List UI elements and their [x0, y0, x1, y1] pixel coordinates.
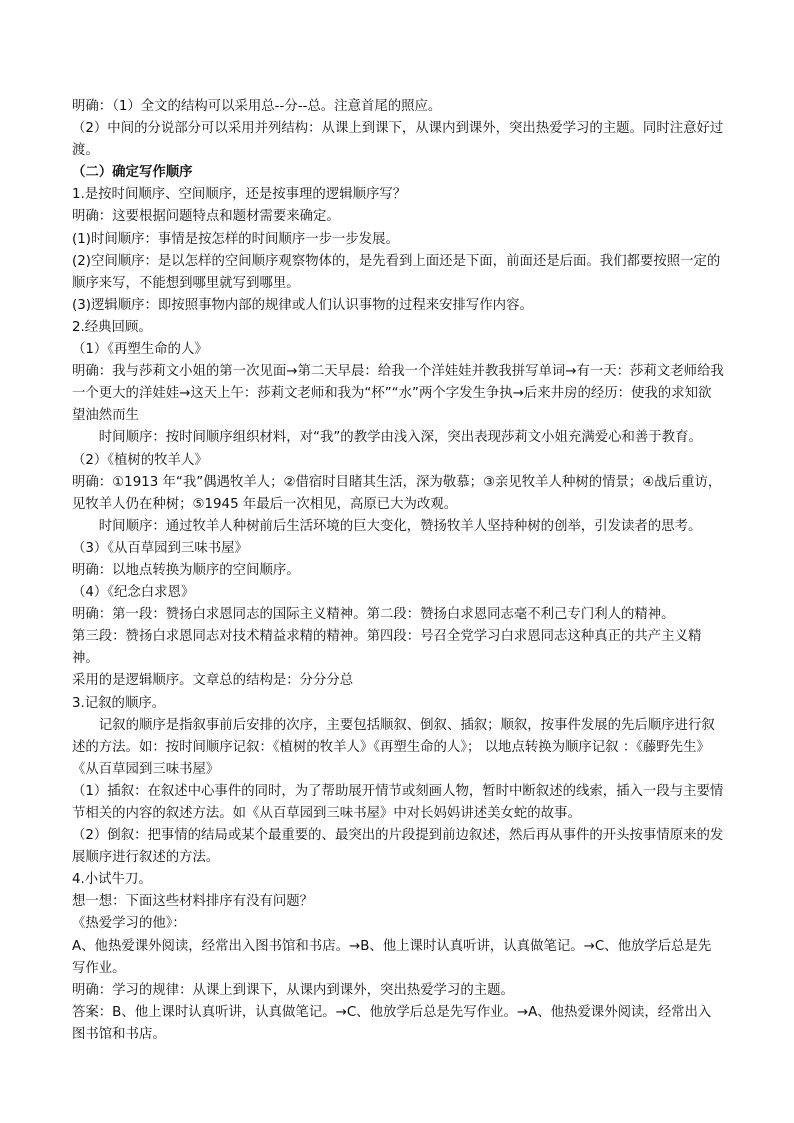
practice-answer: 答案：B、他上课时认真听讲，认真做笔记。→C、他放学后总是先写作业。→A、他热爱课外阅读，经常出入图书馆和书店。 — [72, 1004, 712, 1042]
narrative-order-definition: 记叙的顺序是指叙事前后安排的次序，主要包括顺叙、倒叙、插叙；顺叙，按事件发展的先后顺序进行叙述的方法。如：按时间顺序记叙：《植树的牧羊人》《再塑生命的人》； 以地点转换为顺序记叙 ：《藤野先生》《从百草园到三味书屋》 — [72, 717, 715, 777]
narrative-order-heading: 3.记叙的顺序。 — [72, 695, 166, 711]
practice-materials: A、他热爱课外阅读，经常出入图书馆和书店。→B、他上课时认真听讲，认真做笔记。→C、他放学后总是先写作业。 — [72, 938, 712, 976]
example-4-conclusion: 采用的是逻辑顺序。文章总的结构是：分分分总 — [72, 673, 354, 689]
space-order-definition: (2)空间顺序：是以怎样的空间顺序观察物体的，是先看到上面还是下面，前面还是后面。我们都要按照一定的顺序来写，不能想到哪里就写到哪里。 — [72, 253, 721, 291]
question-order-type: 1.是按时间顺序、空间顺序，还是按事理的逻辑顺序写？ — [72, 187, 407, 203]
clarify-order-depends: 明确：这要根据问题特点和题材需要来确定。 — [72, 209, 340, 225]
clarify-structure: 明确：（1）全文的结构可以采用总--分--总。注意首尾的照应。 — [72, 99, 442, 114]
middle-section-note: （2）中间的分说部分可以采用并列结构：从课上到课下，从课内到课外，突出热爱学习的主题。同时注意好过渡。 — [72, 121, 724, 159]
section-heading-writing-order: （二）确定写作顺序 — [72, 165, 193, 181]
example-title-4: （4）《纪念白求恩》 — [72, 585, 195, 601]
flashback-definition: （2）倒叙：把事情的结局或某个最重要的、最突出的片段提到前边叙述，然后再从事件的开头按事情原来的发展顺序进行叙述的方法。 — [72, 828, 724, 866]
example-title-2: （2）《植树的牧羊人》 — [72, 452, 208, 468]
time-order-definition: (1)时间顺序：事情是按怎样的时间顺序一步一步发展。 — [72, 231, 399, 247]
flashback-insert-definition: （1）插叙：在叙述中心事件的同时，为了帮助展开情节或刻画人物，暂时中断叙述的线索，插入一段与主要情节相关的内容的叙述方法。如《从百草园到三味书屋》中对长妈妈讲述美女蛇的故事。 — [72, 783, 724, 821]
document-page — [72, 96, 724, 1046]
example-3-clarify: 明确：以地点转换为顺序的空间顺序。 — [72, 562, 300, 578]
example-1-clarify: 明确：我与莎莉文小姐的第一次见面→第二天早晨：给我一个洋娃娃并教我拼写单词→有一天：莎莉文老师给我一个更大的洋娃娃→这天上午：莎莉文老师和我为“杯”“水”两个字发生争执→后来井房的经历：使我的求知欲望油然而生 — [72, 364, 724, 424]
example-4-clarify-part-1: 明确：第一段：赞扬白求恩同志的国际主义精神。第二段：赞扬白求恩同志毫不利己专门利人的精神。 — [72, 607, 675, 623]
logic-order-definition: (3)逻辑顺序：即按照事物内部的规律或人们认识事物的过程来安排写作内容。 — [72, 297, 533, 313]
example-title-1: （1）《再塑生命的人》 — [72, 342, 208, 358]
classic-review-heading: 2.经典回顾。 — [72, 319, 152, 335]
example-1-analysis: 时间顺序：按时间顺序组织材料，对“我”的教学由浅入深，突出表现莎莉文小姐充满爱心和善于教育。 — [98, 430, 702, 446]
example-2-analysis: 时间顺序：通过牧羊人种树前后生活环境的巨大变化，赞扬牧羊人坚持种树的创举，引发读者的思考。 — [98, 518, 702, 534]
practice-clarify: 明确：学习的规律：从课上到课下，从课内到课外，突出热爱学习的主题。 — [72, 982, 514, 998]
practice-heading: 4.小试牛刀。 — [72, 872, 152, 888]
example-2-clarify: 明确：①1913 年“我”偶遇牧羊人；②借宿时目睹其生活，深为敬慕；③亲见牧羊人种树的情景；④战后重访，见牧羊人仍在种树；⑤1945 年最后一次相见，高原已大为改观。 — [72, 474, 722, 512]
example-title-3: （3）《从百草园到三味书屋》 — [72, 540, 248, 556]
practice-question: 想一想：下面这些材料排序有没有问题？ — [72, 894, 314, 910]
example-4-clarify-part-2: 第三段：赞扬白求恩同志对技术精益求精的精神。第四段：号召全党学习白求恩同志这种真正的共产主义精神。 — [72, 629, 702, 667]
practice-title: 《热爱学习的他》： — [72, 916, 186, 932]
